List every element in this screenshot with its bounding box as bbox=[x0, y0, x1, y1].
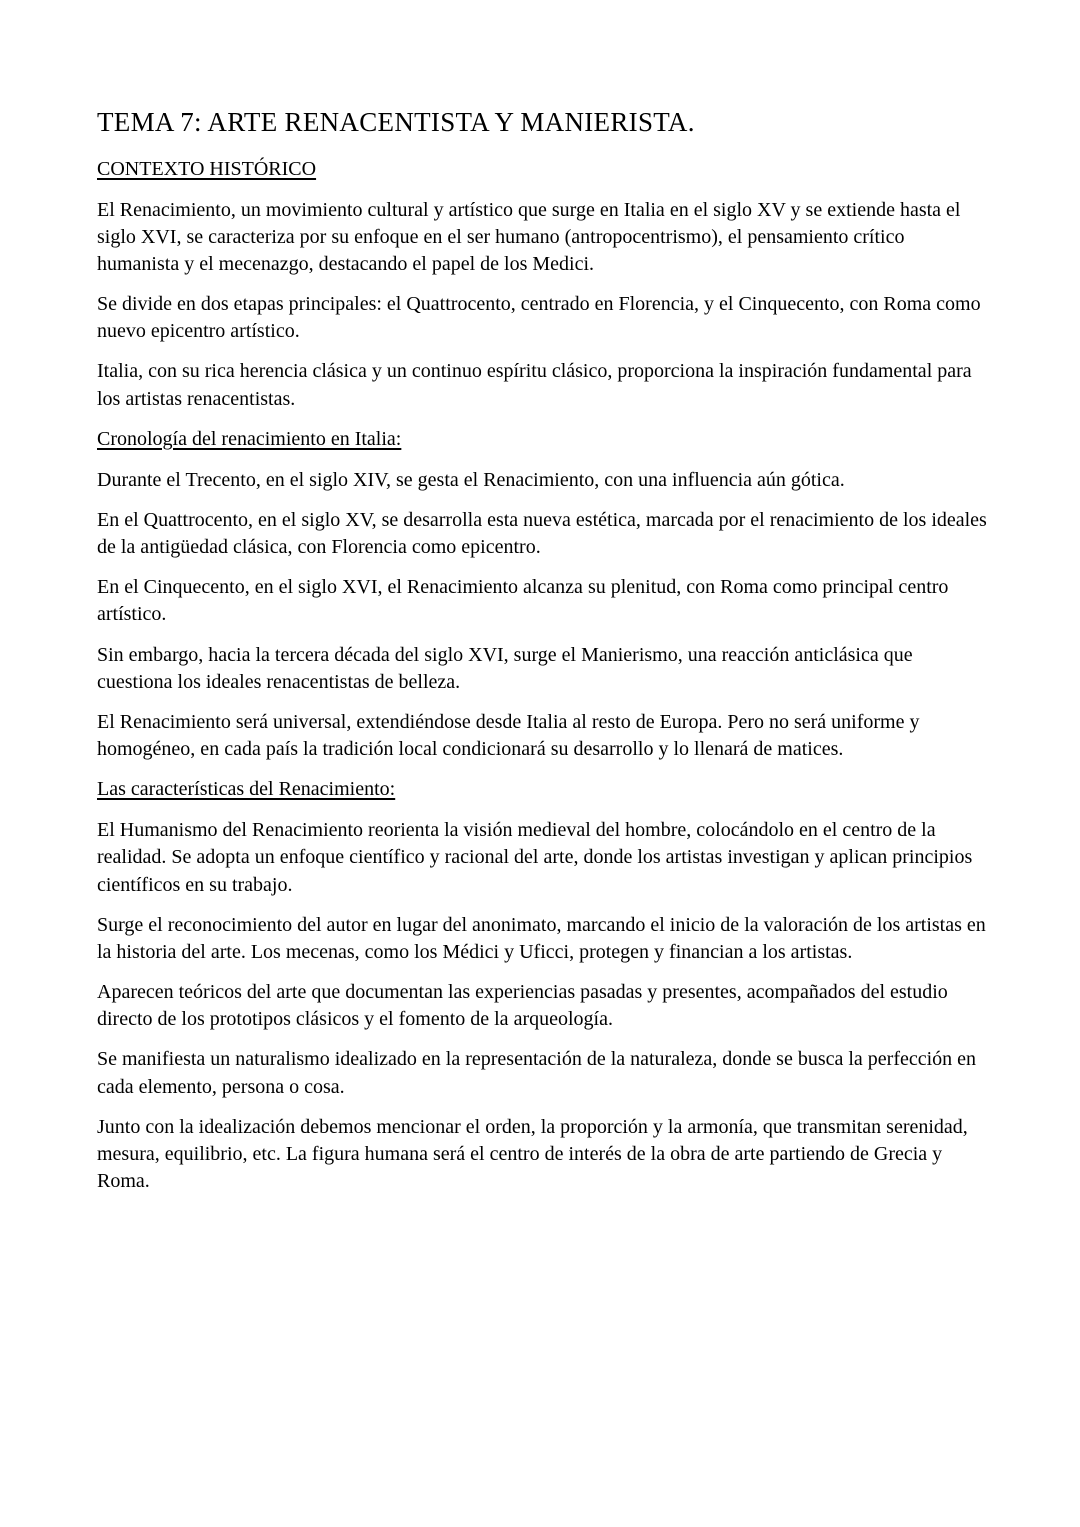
paragraph: Surge el reconocimiento del autor en lugar del anonimato, marcando el inicio de la valoración de los artistas en la historia del arte. Los mecenas, como los Médici y Uficci, protegen y financian a los artistas. bbox=[97, 913, 986, 963]
paragraph: Se divide en dos etapas principales: el Quattrocento, centrado en Florencia, y el Cinquecento, con Roma como nuevo epicentro artístico. bbox=[97, 293, 981, 343]
paragraph: El Renacimiento, un movimiento cultural y artístico que surge en Italia en el siglo XV y se extiende hasta el siglo XVI, se caracteriza por su enfoque en el ser humano (antropocentrismo), el pensamiento crítico humanista y el mecenazgo, destacando el papel de los Medici. bbox=[97, 198, 961, 275]
paragraph: Italia, con su rica herencia clásica y un continuo espíritu clásico, proporciona la inspiración fundamental para los artistas renacentistas. bbox=[97, 360, 972, 410]
section-caracteristicas-renacimiento bbox=[97, 776, 988, 1195]
paragraph: El Humanismo del Renacimiento reorienta la visión medieval del hombre, colocándolo en el centro de la realidad. Se adopta un enfoque científico y racional del arte, donde los artistas investigan y aplican principios científicos en su trabajo. bbox=[97, 819, 973, 896]
section-contexto-historico bbox=[97, 156, 988, 413]
paragraph: En el Quattrocento, en el siglo XV, se desarrolla esta nueva estética, marcada por el renacimiento de los ideales de la antigüedad clásica, con Florencia como epicentro. bbox=[97, 508, 987, 559]
document-title: TEMA 7: ARTE RENACENTISTA Y MANIERISTA. bbox=[97, 107, 695, 137]
paragraph: Junto con la idealización debemos mencionar el orden, la proporción y la armonía, que transmitan serenidad, mesura, equilibrio, etc. La figura humana será el centro de interés de la obra de arte partiendo de Grecia y Roma. bbox=[97, 1115, 968, 1193]
paragraph: Sin embargo, hacia la tercera década del siglo XVI, surge el Manierismo, una reacción anticlásica que cuestiona los ideales renacentistas de belleza. bbox=[97, 643, 913, 693]
section-heading-contexto-historico: CONTEXTO HISTÓRICO bbox=[97, 157, 317, 180]
paragraph: El Renacimiento será universal, extendiéndose desde Italia al resto de Europa. Pero no será uniforme y homogéneo, en cada país la tradición local condicionará su desarrollo y lo llenará de matices. bbox=[97, 710, 920, 761]
section-heading-cronologia: Cronología del renacimiento en Italia: bbox=[97, 427, 402, 450]
paragraph: En el Cinquecento, en el siglo XVI, el Renacimiento alcanza su plenitud, con Roma como principal centro artístico. bbox=[97, 576, 949, 626]
section-cronologia-renacimiento bbox=[97, 426, 988, 763]
paragraph: Durante el Trecento, en el siglo XIV, se gesta el Renacimiento, con una influencia aún gótica. bbox=[97, 468, 845, 491]
paragraph: Se manifiesta un naturalismo idealizado en la representación de la naturaleza, donde se busca la perfección en cada elemento, persona o cosa. bbox=[97, 1048, 977, 1098]
section-heading-caracteristicas: Las características del Renacimiento: bbox=[97, 778, 396, 801]
paragraph: Aparecen teóricos del arte que documentan las experiencias pasadas y presentes, acompañados del estudio directo de los prototipos clásicos y el fomento de la arqueología. bbox=[97, 981, 948, 1031]
